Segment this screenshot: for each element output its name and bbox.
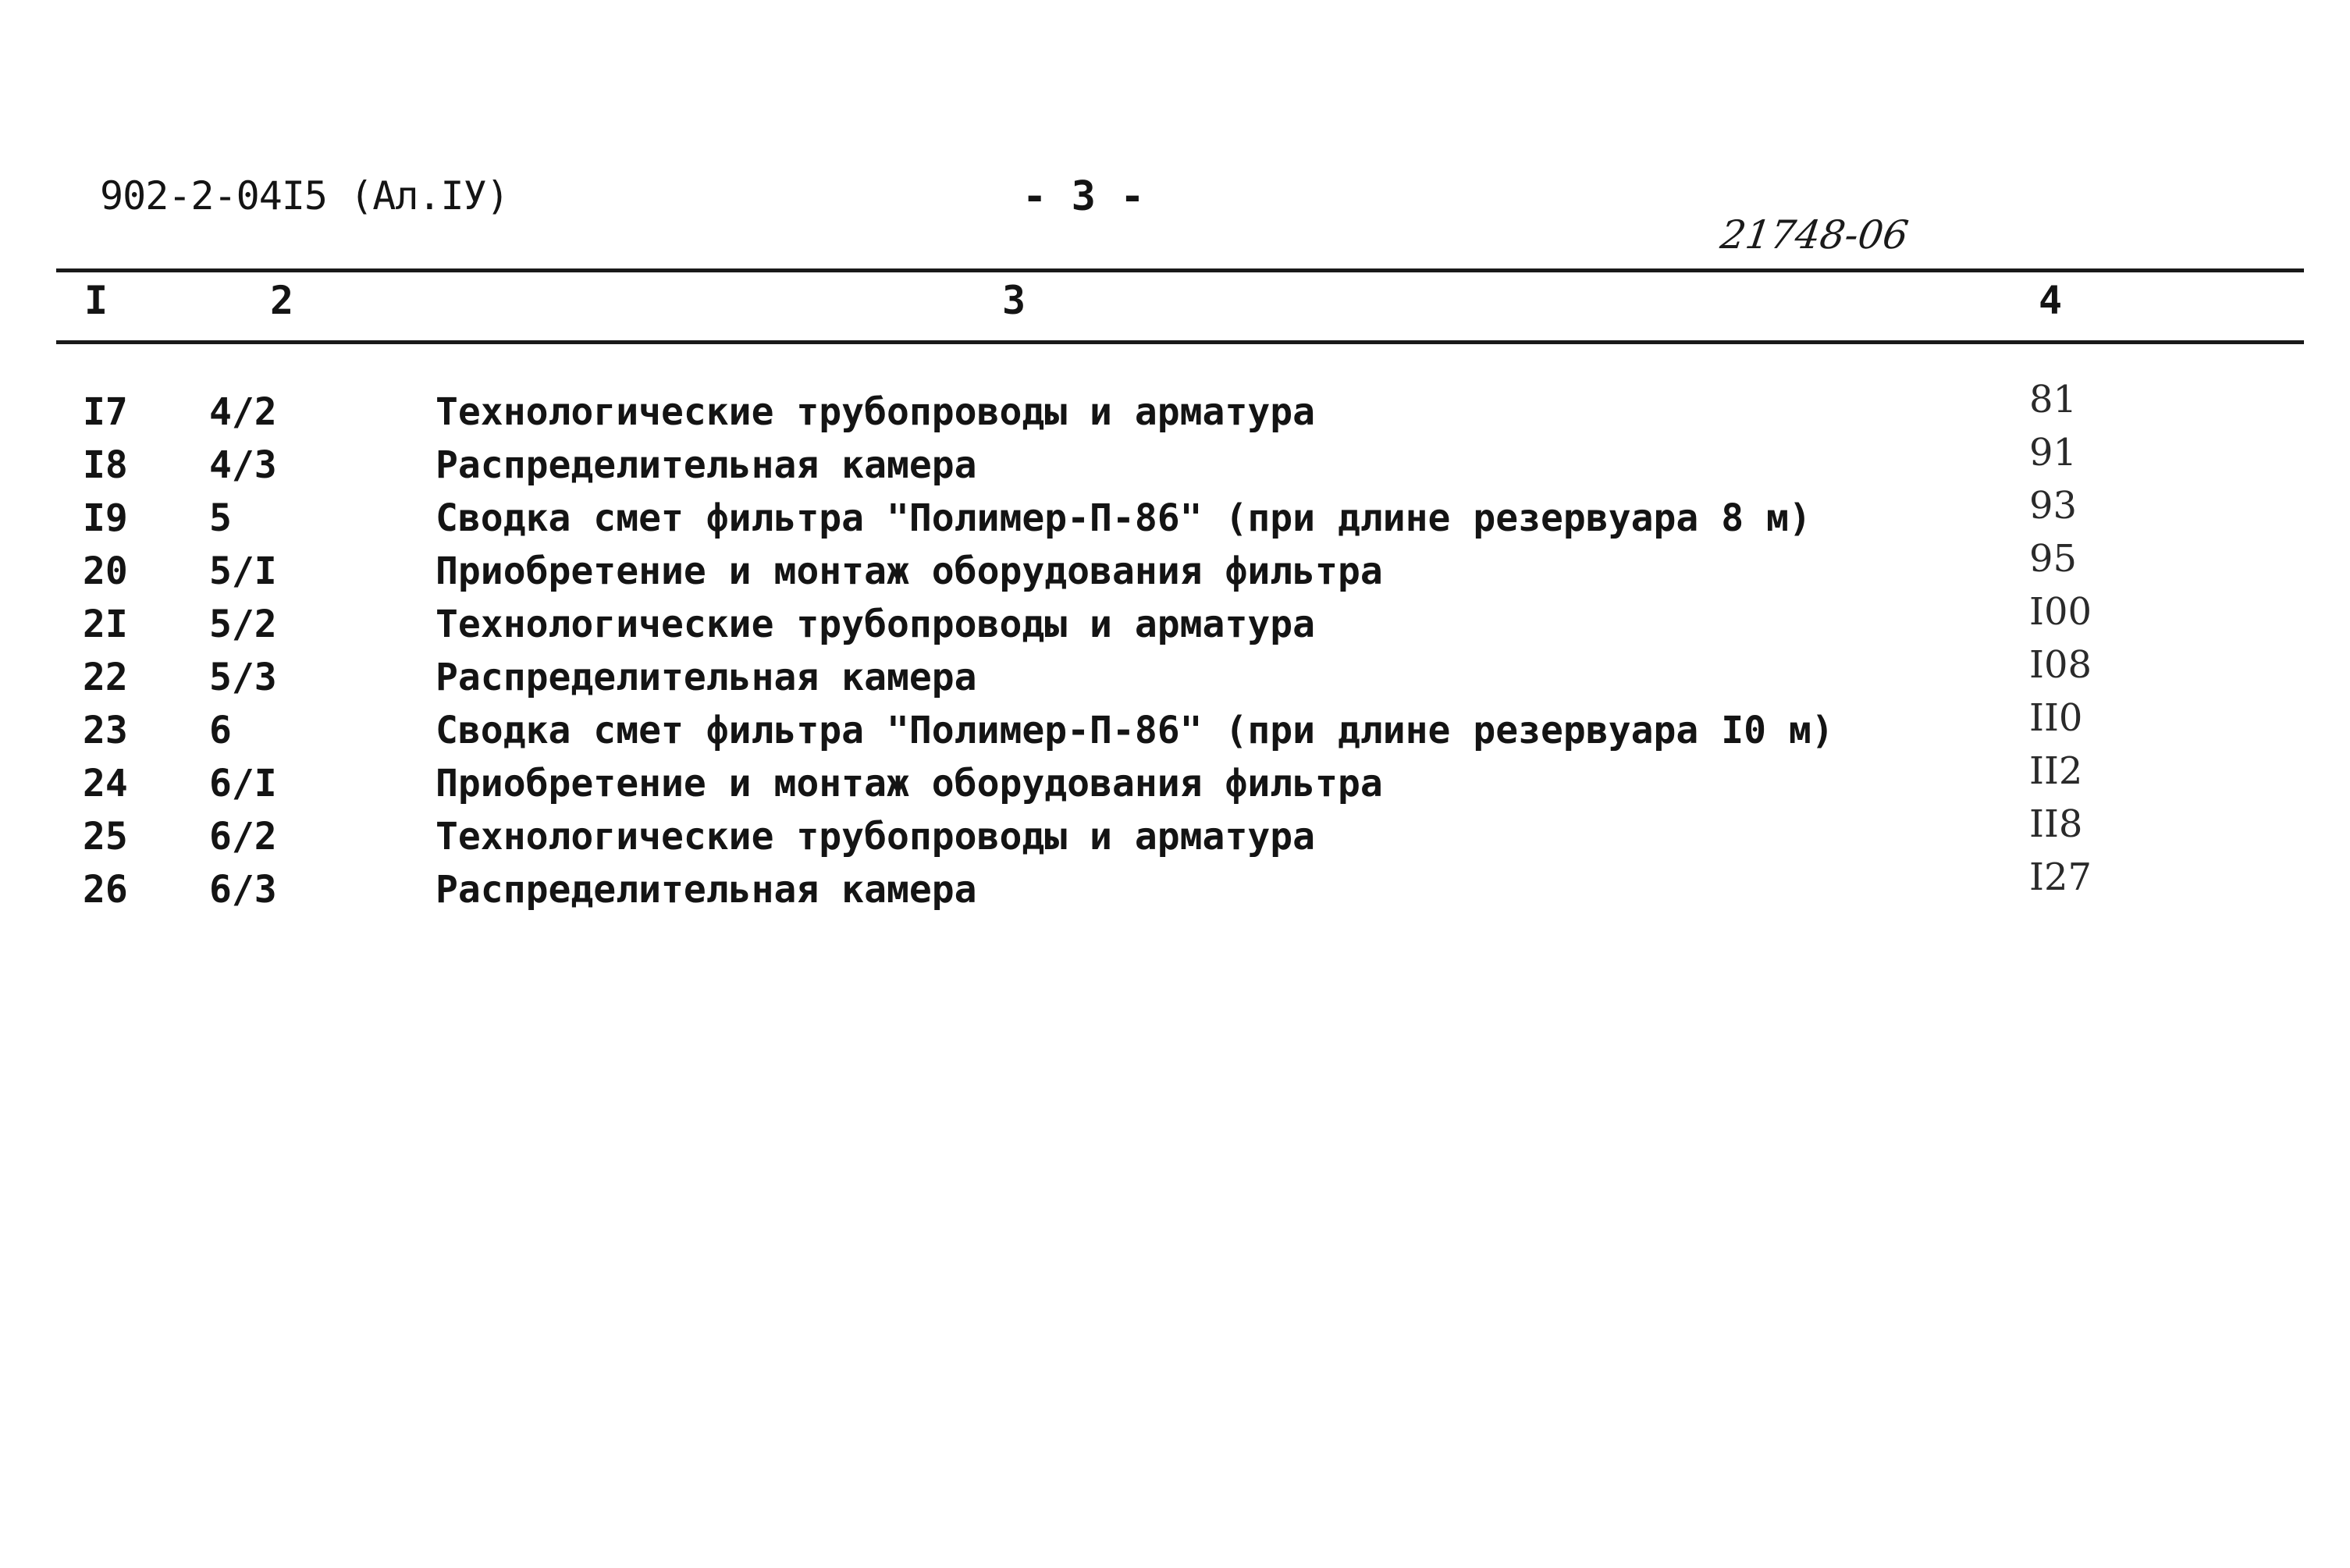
table-row: [0, 590, 2350, 656]
page-ref: I00: [2029, 590, 2092, 634]
table-row: [0, 537, 2350, 603]
section-number: 5: [209, 496, 232, 540]
section-title: Технологические трубопроводы и арматура: [436, 390, 1316, 434]
page-ref: I08: [2029, 643, 2092, 687]
table-row: [0, 696, 2350, 762]
section-number: 5/I: [209, 549, 277, 593]
section-number: 5/3: [209, 656, 277, 699]
row-number: 23: [83, 709, 128, 752]
page-ref: II8: [2029, 802, 2083, 846]
section-number: 5/2: [209, 603, 277, 646]
document-code: 902-2-04I5 (Ал.IУ): [100, 173, 509, 219]
column-header-4: 4: [2039, 278, 2063, 323]
table-row: [0, 802, 2350, 868]
section-number: 4/3: [209, 443, 277, 487]
table-body: [0, 378, 2350, 921]
section-number: 6/3: [209, 868, 277, 912]
section-number: 6/I: [209, 762, 277, 805]
handwritten-inventory-number: 21748-06: [1717, 212, 1911, 258]
column-header-3: 3: [1002, 278, 1026, 323]
column-header-2: 2: [270, 278, 294, 323]
table-row: [0, 749, 2350, 815]
row-number: 26: [83, 868, 128, 912]
column-header-1: I: [84, 278, 108, 323]
row-number: I7: [83, 390, 128, 434]
table-row: [0, 484, 2350, 549]
page-ref: 81: [2029, 378, 2078, 421]
row-number: 20: [83, 549, 128, 593]
row-number: 24: [83, 762, 128, 805]
table-top-rule: [56, 268, 2304, 272]
section-title: Приобретение и монтаж оборудования фильтра: [436, 549, 1383, 593]
section-number: 6: [209, 709, 232, 752]
page-ref: 93: [2029, 484, 2078, 528]
section-title: Сводка смет фильтра "Полимер-П-86" (при длине резервуара 8 м): [436, 496, 1811, 540]
table-header-rule: [56, 340, 2304, 344]
section-title: Технологические трубопроводы и арматура: [436, 815, 1316, 859]
table-row: [0, 431, 2350, 496]
section-title: Сводка смет фильтра "Полимер-П-86" (при длине резервуара I0 м): [436, 709, 1834, 752]
section-title: Распределительная камера: [436, 443, 977, 487]
section-title: Распределительная камера: [436, 868, 977, 912]
page-ref: 91: [2029, 431, 2078, 475]
row-number: 22: [83, 656, 128, 699]
section-number: 6/2: [209, 815, 277, 859]
page-ref: II2: [2029, 749, 2083, 793]
page-number: - 3 -: [1022, 173, 1145, 220]
row-number: I9: [83, 496, 128, 540]
section-title: Приобретение и монтаж оборудования фильтра: [436, 762, 1383, 805]
page-ref: I27: [2029, 855, 2092, 899]
row-number: 25: [83, 815, 128, 859]
section-number: 4/2: [209, 390, 277, 434]
section-title: Технологические трубопроводы и арматура: [436, 603, 1316, 646]
table-row: [0, 643, 2350, 709]
row-number: 2I: [83, 603, 128, 646]
table-row: [0, 378, 2350, 443]
table-row: [0, 855, 2350, 921]
page-ref: II0: [2029, 696, 2083, 740]
page-ref: 95: [2029, 537, 2078, 581]
section-title: Распределительная камера: [436, 656, 977, 699]
row-number: I8: [83, 443, 128, 487]
